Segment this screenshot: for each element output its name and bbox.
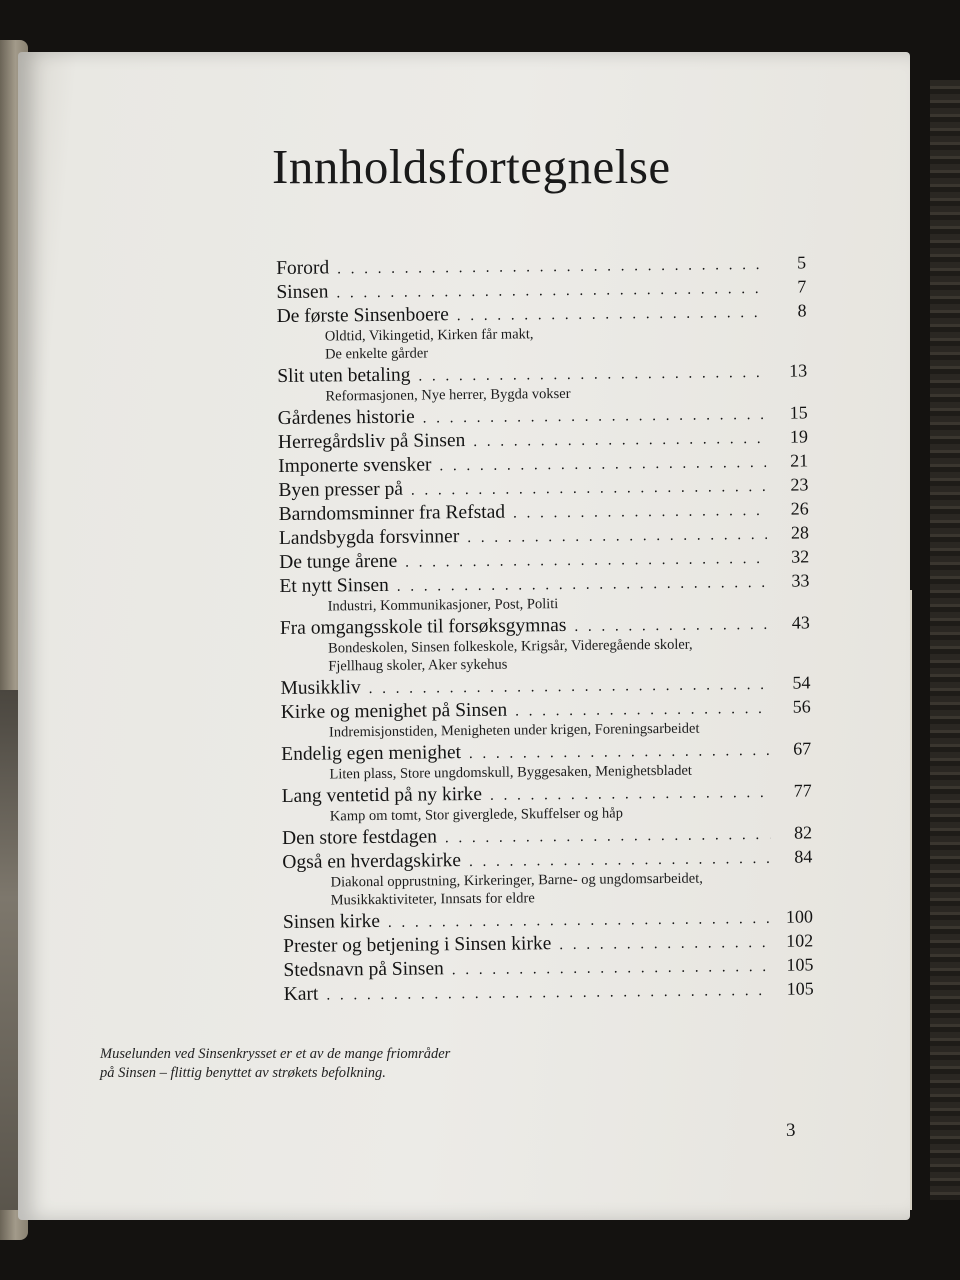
page-number: 3: [786, 1120, 796, 1141]
toc-entry-title: Forord: [276, 257, 330, 279]
photo-caption: Muselunden ved Sinsenkrysset er et av de mange friområder på Sinsen – flittig benyttet av strøkets befolkning.: [100, 1046, 451, 1081]
toc-subtopics: Industri, Kommunikasjoner, Post, Politi: [327, 596, 559, 615]
toc-entry-page: 105: [786, 954, 814, 975]
toc-entry-page: 102: [786, 930, 814, 951]
toc-entry: [282, 844, 813, 910]
toc-leader-dots: [445, 823, 770, 850]
toc-subtopics: Fjellhaug skoler, Aker sykehus: [328, 656, 508, 675]
toc-entry-page: 19: [789, 426, 809, 447]
toc-entry-title: Imponerte svensker: [278, 454, 432, 477]
toc-entry: [281, 694, 811, 742]
toc-row: [276, 250, 806, 280]
toc-entry-title: Endelig egen menighet: [281, 742, 462, 765]
toc-entry-title: Sinsen kirke: [282, 910, 381, 933]
toc-entry: [281, 736, 811, 784]
toc-leader-dots: [559, 931, 771, 957]
toc-entry-title: De første Sinsenboere: [276, 304, 449, 327]
toc-entry-title: Musikkliv: [280, 677, 361, 699]
toc-leader-dots: [439, 451, 766, 478]
toc-entry-page: 13: [789, 360, 808, 381]
toc-entry-page: 5: [796, 252, 807, 273]
toc-entry-page: 21: [790, 450, 809, 471]
toc-entry-title: Fra omgangsskole til forsøksgymnas: [279, 614, 567, 639]
toc-subtopics: Diakonal opprustning, Kirkeringer, Barne- og ungdomsarbeidet,: [330, 870, 703, 891]
toc-entry-title: Lang ventetid på ny kirke: [281, 783, 483, 807]
toc-entry-page: 84: [794, 846, 813, 867]
toc-entry: [276, 250, 806, 280]
toc-subtopics: Musikkaktiviteter, Innsats for eldre: [330, 890, 535, 909]
toc-entry-title: Også en hverdagskirke: [282, 850, 462, 873]
toc-entry-title: Sinsen: [276, 281, 329, 303]
toc-entry: [279, 568, 809, 616]
toc-subtopics: Liten plass, Store ungdomskull, Byggesaken, Menighetsbladet: [329, 762, 692, 783]
toc-entry-page: 77: [793, 780, 812, 801]
toc-entry-page: 26: [790, 498, 809, 519]
toc-leader-dots: [457, 301, 765, 328]
toc-entry-page: 43: [791, 612, 810, 633]
table-of-contents: [276, 250, 814, 1006]
toc-entry-title: Den store festdagen: [281, 826, 438, 849]
toc-entry: [280, 610, 811, 676]
toc-entry-title: Byen presser på: [278, 478, 404, 501]
toc-entry: [282, 778, 812, 826]
toc-leader-dots: [423, 403, 766, 431]
toc-entry-title: Slit uten betaling: [277, 364, 411, 387]
toc-subtopics: De enkelte gårder: [324, 345, 429, 363]
toc-entry-page: 7: [797, 276, 807, 297]
toc-subtopics: Kamp om tomt, Stor giverglede, Skuffelser og håp: [329, 805, 623, 825]
toc-entry-title: Kart: [283, 983, 319, 1005]
toc-entry-title: Landsbygda forsvinner: [278, 526, 460, 549]
toc-entry-title: Herregårdsliv på Sinsen: [277, 430, 466, 453]
toc-entry-title: Gårdenes historie: [277, 406, 415, 429]
toc-leader-dots: [452, 955, 772, 982]
toc-entry-page: 32: [791, 546, 810, 567]
toc-entry-title: Et nytt Sinsen: [279, 574, 389, 597]
toc-entry-page: 33: [791, 570, 810, 591]
toc-entry-page: 82: [793, 822, 813, 843]
toc-leader-dots: [490, 781, 770, 808]
toc-entry-title: Barndomsminner fra Refstad: [278, 501, 506, 525]
toc-leader-dots: [467, 523, 767, 550]
toc-leader-dots: [397, 571, 768, 599]
toc-subtopics: Bondeskolen, Sinsen folkeskole, Krigsår, Videregående skoler,: [328, 636, 693, 657]
toc-entry-title: De tunge årene: [279, 550, 398, 573]
toc-entry: [277, 298, 808, 364]
toc-leader-dots: [473, 427, 766, 454]
toc-entry-page: 54: [792, 672, 811, 693]
toc-subtopics: Oldtid, Vikingetid, Kirken får makt,: [324, 326, 534, 345]
toc-entry-page: 15: [789, 402, 808, 423]
toc-entry-title: Prester og betjening i Sinsen kirke: [283, 933, 552, 957]
toc-leader-dots: [513, 499, 767, 526]
toc-entry-page: 56: [792, 696, 811, 717]
toc-subtopics: Indremisjonstiden, Menigheten under krigen, Foreningsarbeidet: [328, 720, 700, 741]
toc-entry-title: Stedsnavn på Sinsen: [283, 958, 444, 981]
toc-entry-page: 8: [797, 300, 807, 321]
page-title: Innholdsfortegnelse: [272, 139, 671, 194]
toc-entry-page: 28: [790, 522, 810, 543]
toc-entry-title: Kirke og menighet på Sinsen: [280, 699, 508, 723]
toc-subtopics: Reformasjonen, Nye herrer, Bygda vokser: [325, 385, 571, 405]
toc-entry-page: 100: [785, 906, 814, 927]
toc-entry: [277, 358, 807, 406]
toc-leader-dots: [418, 361, 765, 389]
toc-entry-page: 67: [793, 738, 812, 759]
toc-entry-page: 105: [786, 978, 814, 999]
toc-entry-page: 23: [790, 474, 809, 495]
book-cover-edge: [930, 80, 960, 1200]
toc-leader-dots: [326, 979, 772, 1008]
